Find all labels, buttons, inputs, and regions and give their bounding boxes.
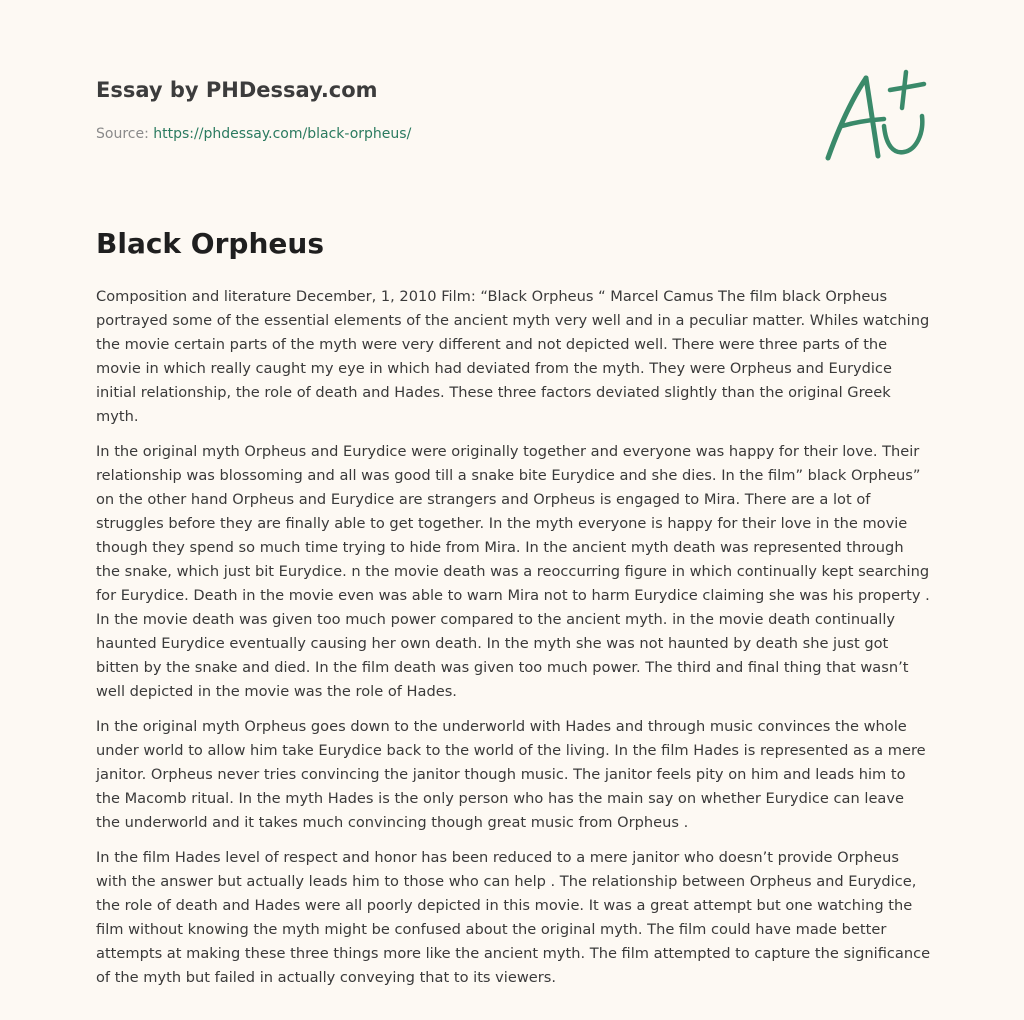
brand-title: Essay by PHDessay.com (96, 78, 378, 102)
article-paragraph: Composition and literature December, 1, 2010 Film: “Black Orpheus “ Marcel Camus The film black Orpheus portrayed some of the essential elements of the ancient myth very well and in a peculiar matter. Whiles watching the movie certain parts of the myth were very different and not depicted well. There were three parts of the movie in which really caught my eye in which had deviated from the myth. They were Orpheus and Eurydice initial relationship, the role of death and Hades. These three factors deviated slightly than the original Greek myth. (96, 288, 930, 425)
article-body (96, 285, 932, 1001)
a-plus-icon (820, 64, 932, 168)
article-paragraph: In the original myth Orpheus and Eurydice were originally together and everyone was happy for their love. Their relationship was blossoming and all was good till a snake bite Eurydice and she dies. In the film” black Orpheus” on the other hand Orpheus and Eurydice are strangers and Orpheus is engaged to Mira. There are a lot of struggles before they are finally able to get together. In the myth everyone is happy for their love in the movie though they spend so much time trying to hide from Mira. In the ancient myth death was represented through the snake, which just bit Eurydice. n the movie death was a reoccurring figure in which continually kept searching for Eurydice. Death in the movie even was able to warn Mira not to harm Eurydice claiming she was his property . In the movie death was given too much power compared to the ancient myth. in the movie death continually haunted Eurydice eventually causing her own death. In the myth she was not haunted by death she just got bitten by the snake and died. In the film death was given too much power. The third and final thing that wasn’t well depicted in the movie was the role of Hades. (96, 443, 930, 700)
article-paragraph: In the original myth Orpheus goes down to the underworld with Hades and through music convinces the whole under world to allow him take Eurydice back to the world of the living. In the film Hades is represented as a mere janitor. Orpheus never tries convincing the janitor though music. The janitor feels pity on him and leads him to the Macomb ritual. In the myth Hades is the only person who has the main say on whether Eurydice can leave the underworld and it takes much convincing though great music from Orpheus . (96, 718, 926, 831)
page-header (96, 76, 796, 144)
source-link[interactable]: https://phdessay.com/black-orpheus/ (153, 126, 412, 142)
source-line (96, 124, 796, 144)
article-title: Black Orpheus (96, 227, 324, 260)
article-paragraph: In the film Hades level of respect and honor has been reduced to a mere janitor who doesn’t provide Orpheus with the answer but actually leads him to those who can help . The relationship between Orpheus and Eurydice, the role of death and Hades were all poorly depicted in this movie. It was a great attempt but one watching the film without knowing the myth might be confused about the original myth. The film could have made better attempts at making these three things more like the ancient myth. The film attempted to capture the significance of the myth but failed in actually conveying that to its viewers. (96, 849, 931, 986)
source-label: Source: (96, 126, 149, 142)
